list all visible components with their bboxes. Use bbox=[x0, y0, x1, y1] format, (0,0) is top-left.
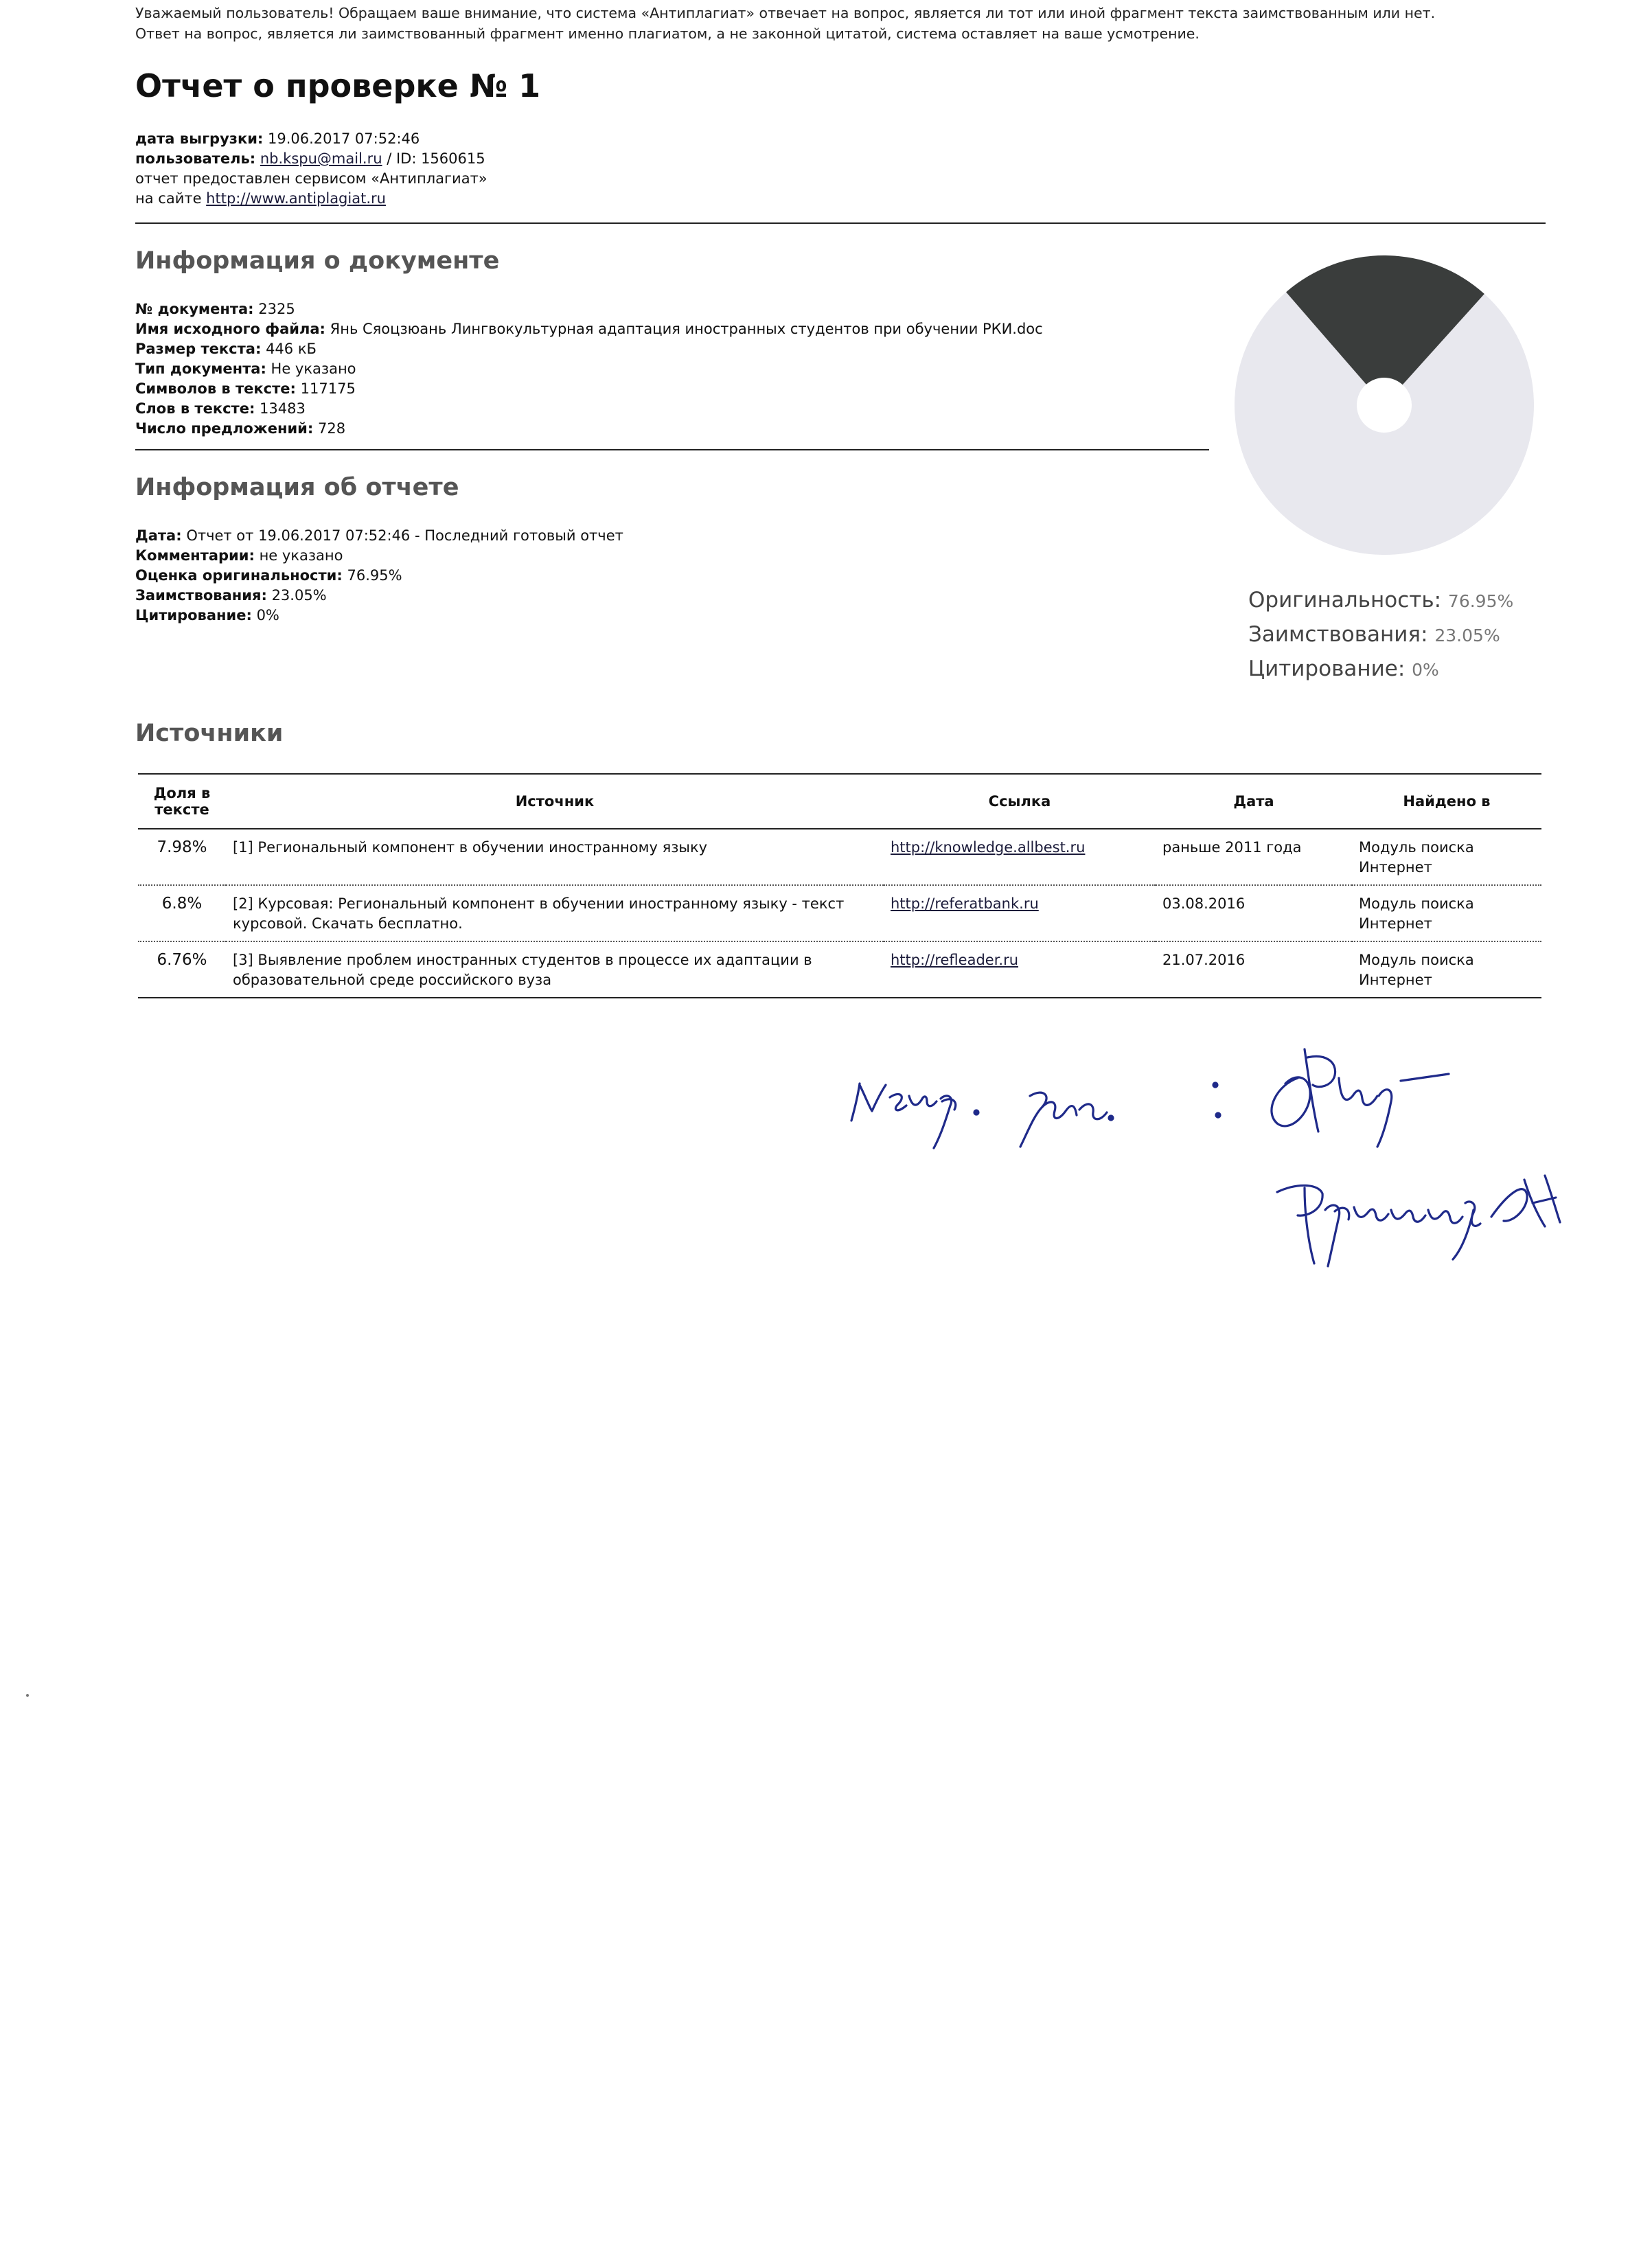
doc-info-heading: Информация о документе bbox=[135, 247, 500, 275]
source-found-in: Модуль поиска Интернет bbox=[1352, 885, 1541, 941]
table-row bbox=[138, 941, 1541, 998]
info-label: Тип документа: bbox=[135, 360, 266, 377]
table-row bbox=[138, 885, 1541, 941]
notice-line-1: Уважаемый пользователь! Обращаем ваше внимание, что система «Антиплагиат» отвечает на вопрос, является ли тот или иной фрагмент текста заимствованным или нет. bbox=[135, 5, 1436, 21]
column-header: Найдено в bbox=[1352, 774, 1541, 829]
column-header: Доля в тексте bbox=[138, 774, 226, 829]
info-label: Заимствования: bbox=[135, 587, 267, 604]
info-label: Дата: bbox=[135, 527, 182, 544]
legend-label: Оригинальность: bbox=[1248, 588, 1448, 613]
source-title: [2] Курсовая: Региональный компонент в обучении иностранному языку - текст курсовой. Скачать бесплатно. bbox=[226, 885, 884, 941]
info-row bbox=[135, 546, 623, 566]
info-label: Размер текста: bbox=[135, 341, 262, 357]
notice-line-2: Ответ на вопрос, является ли заимствованный фрагмент именно плагиатом, а не законной цитатой, система оставляет на ваше усмотрение. bbox=[135, 25, 1200, 42]
source-url-link[interactable]: http://referatbank.ru bbox=[891, 895, 1039, 912]
doc-info-list bbox=[135, 299, 1043, 439]
info-row bbox=[135, 359, 1043, 379]
column-header: Источник bbox=[226, 774, 884, 829]
scan-speck bbox=[26, 1694, 29, 1697]
source-link bbox=[884, 941, 1156, 998]
divider bbox=[135, 449, 1209, 450]
legend-item bbox=[1248, 584, 1513, 618]
handwritten-signature bbox=[824, 1030, 1565, 1318]
source-share: 6.8% bbox=[138, 885, 226, 941]
site-prefix: на сайте bbox=[135, 190, 207, 207]
source-url-link[interactable]: http://knowledge.allbest.ru bbox=[891, 839, 1086, 856]
user-row bbox=[135, 149, 487, 169]
source-link bbox=[884, 885, 1156, 941]
originality-pie-chart bbox=[1233, 254, 1535, 556]
legend-item bbox=[1248, 618, 1513, 652]
source-url-link[interactable]: http://refleader.ru bbox=[891, 952, 1019, 968]
user-id: / ID: 1560615 bbox=[382, 150, 485, 167]
source-link bbox=[884, 829, 1156, 885]
info-value: не указано bbox=[259, 547, 343, 564]
info-row bbox=[135, 339, 1043, 359]
user-email-link[interactable]: nb.kspu@mail.ru bbox=[260, 150, 382, 167]
source-title: [1] Региональный компонент в обучении иностранному языку bbox=[226, 829, 884, 885]
user-label: пользователь: bbox=[135, 150, 256, 167]
legend-item bbox=[1248, 652, 1513, 687]
info-row bbox=[135, 419, 1043, 439]
info-value: 23.05% bbox=[271, 587, 327, 604]
site-row bbox=[135, 189, 487, 209]
service-line: отчет предоставлен сервисом «Антиплагиат» bbox=[135, 170, 487, 187]
column-header: Ссылка bbox=[884, 774, 1156, 829]
sources-table bbox=[138, 773, 1541, 998]
info-value: 728 bbox=[317, 420, 346, 437]
legend-value: 23.05% bbox=[1434, 626, 1500, 645]
info-row bbox=[135, 586, 623, 606]
site-link[interactable]: http://www.antiplagiat.ru bbox=[206, 190, 386, 207]
report-info-heading: Информация об отчете bbox=[135, 474, 459, 501]
info-value: 13483 bbox=[260, 400, 306, 417]
chart-legend bbox=[1248, 584, 1513, 687]
divider bbox=[135, 222, 1546, 224]
info-row bbox=[135, 379, 1043, 399]
info-value: Не указано bbox=[271, 360, 356, 377]
notice bbox=[135, 3, 1550, 44]
info-row bbox=[135, 526, 623, 546]
source-share: 6.76% bbox=[138, 941, 226, 998]
report-info-list bbox=[135, 526, 623, 626]
info-row bbox=[135, 606, 623, 626]
info-row bbox=[135, 299, 1043, 319]
source-found-in: Модуль поиска Интернет bbox=[1352, 829, 1541, 885]
info-label: Число предложений: bbox=[135, 420, 314, 437]
sources-body bbox=[138, 829, 1541, 998]
info-value: Янь Сяоцзюань Лингвокультурная адаптация иностранных студентов при обучении РКИ.doc bbox=[330, 321, 1043, 337]
legend-value: 0% bbox=[1412, 660, 1439, 680]
source-date: 21.07.2016 bbox=[1156, 941, 1352, 998]
info-label: Слов в тексте: bbox=[135, 400, 255, 417]
info-row bbox=[135, 319, 1043, 339]
info-row bbox=[135, 566, 623, 586]
info-label: Комментарии: bbox=[135, 547, 255, 564]
info-value: 0% bbox=[256, 607, 279, 623]
info-row bbox=[135, 399, 1043, 419]
source-title: [3] Выявление проблем иностранных студентов в процессе их адаптации в образовательной среде российского вуза bbox=[226, 941, 884, 998]
info-label: Цитирование: bbox=[135, 607, 252, 623]
info-label: № документа: bbox=[135, 301, 254, 317]
info-value: Отчет от 19.06.2017 07:52:46 - Последний готовый отчет bbox=[186, 527, 623, 544]
source-date: раньше 2011 года bbox=[1156, 829, 1352, 885]
legend-label: Цитирование: bbox=[1248, 656, 1412, 681]
legend-label: Заимствования: bbox=[1248, 622, 1435, 647]
info-value: 2325 bbox=[258, 301, 295, 317]
info-value: 117175 bbox=[300, 380, 356, 397]
export-date-value: 19.06.2017 07:52:46 bbox=[268, 130, 420, 147]
export-date-label: дата выгрузки: bbox=[135, 130, 264, 147]
source-share: 7.98% bbox=[138, 829, 226, 885]
info-label: Оценка оригинальности: bbox=[135, 567, 343, 584]
info-value: 76.95% bbox=[347, 567, 402, 584]
export-date-row bbox=[135, 129, 487, 149]
report-title: Отчет о проверке № 1 bbox=[135, 67, 541, 104]
info-value: 446 кБ bbox=[266, 341, 317, 357]
table-row bbox=[138, 829, 1541, 885]
sources-header-row bbox=[138, 774, 1541, 829]
legend-value: 76.95% bbox=[1447, 591, 1514, 611]
source-found-in: Модуль поиска Интернет bbox=[1352, 941, 1541, 998]
report-meta bbox=[135, 129, 487, 209]
source-date: 03.08.2016 bbox=[1156, 885, 1352, 941]
info-label: Символов в тексте: bbox=[135, 380, 296, 397]
info-label: Имя исходного файла: bbox=[135, 321, 325, 337]
column-header: Дата bbox=[1156, 774, 1352, 829]
sources-heading: Источники bbox=[135, 720, 284, 747]
